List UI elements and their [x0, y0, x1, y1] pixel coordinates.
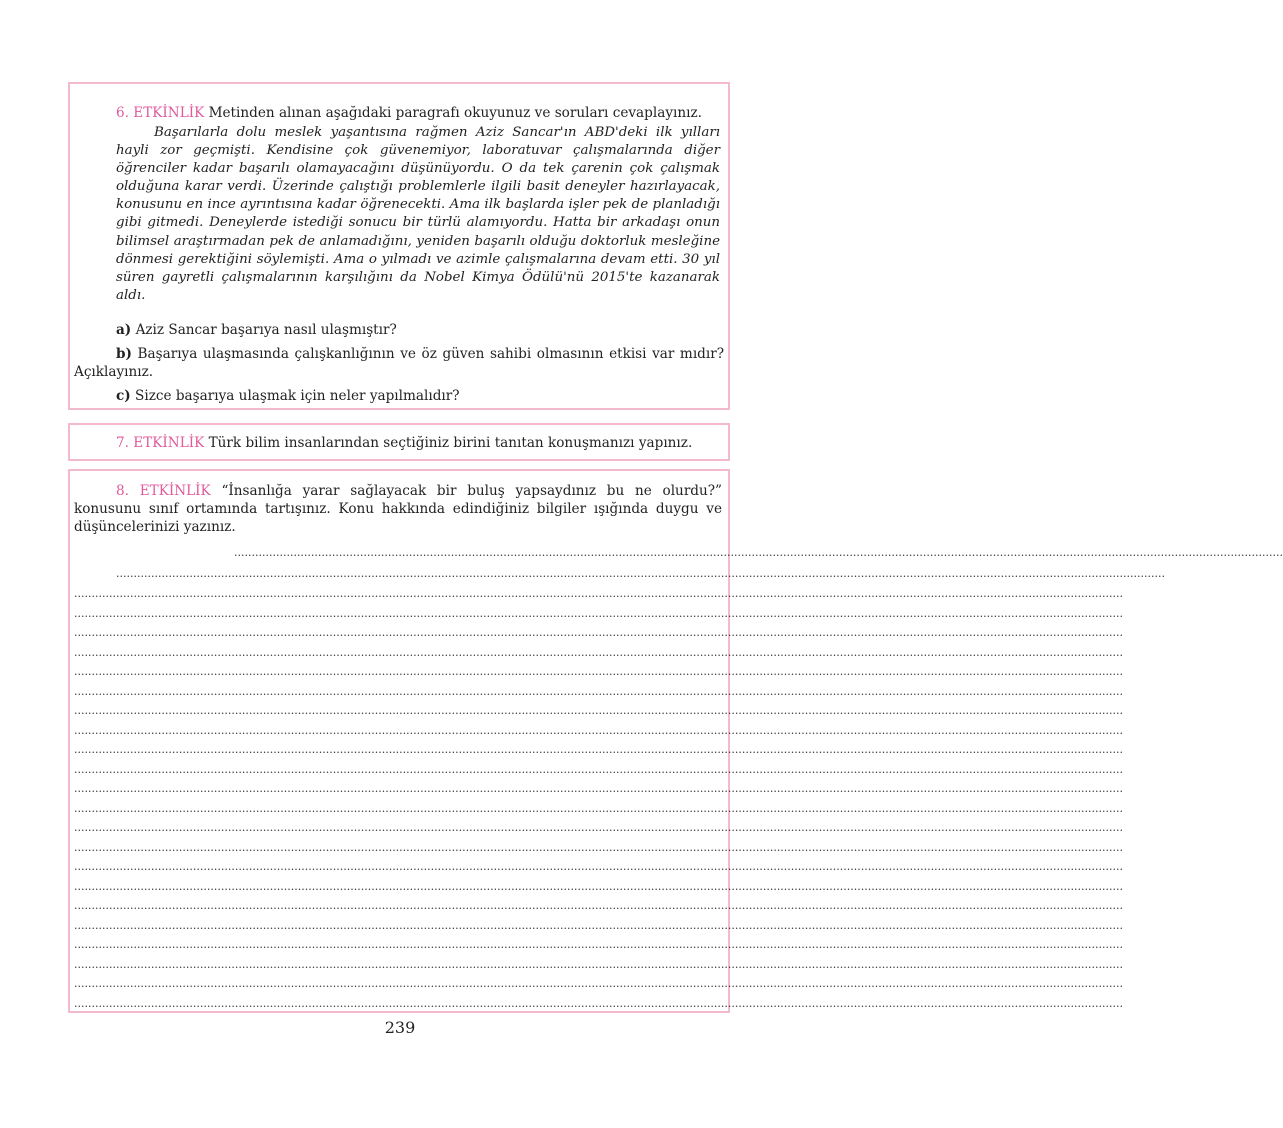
- question-b-label: b): [116, 346, 132, 362]
- activity-8-box: [68, 469, 1283, 1013]
- activity-7-text: Türk bilim insanlarından seçtiğiniz birini tanıtan konuşmanızı yapınız.: [208, 435, 693, 451]
- writing-line[interactable]: ............................................................................................................................................................................................................................................................................................................: [74, 918, 1123, 932]
- writing-line[interactable]: ............................................................................................................................................................................................................................................................................................................: [74, 684, 1123, 698]
- activity-7-text-row: [116, 434, 720, 452]
- writing-line[interactable]: ............................................................................................................................................................................................................................................................................................................: [74, 587, 1123, 600]
- question-c-label: c): [116, 388, 131, 404]
- question-a: [116, 321, 724, 339]
- page-number: 239: [384, 1018, 416, 1037]
- activity-6-paragraph: Başarılarla dolu meslek yaşantısına rağmen Aziz Sancar'ın ABD'deki ilk yılları hayli zor geçmişti. Kendisine çok güvenemiyor, laboratuvar çalışmalarında diğer öğrenciler kadar başarılı olamayacağını düşünüyordu. O da tek çarenin çok çalışmak olduğuna karar verdi. Üzerinde çalıştığı problemlerle ilgili basit deneyler hazırlayacak, konusunu en ince ayrıntısına kadar öğrenecekti. Ama ilk başlarda işler pek de planladığı gibi gitmedi. Deneylerde istediği sonucu bir türlü alamıyordu. Hatta bir arkadaşı onun bilimsel araştırmadan pek de anlamadığını, yeniden başarılı olduğu doktorluk mesleğine dönmesi gerektiğini söylemişti. Ama o yılmadı ve azimle çalışmalarına devam etti. 30 yıl süren gayretli çalışmalarının karşılığını da Nobel Kimya Ödülü'nü 2015'te kazanarak aldı.: [116, 125, 720, 303]
- writing-line[interactable]: ............................................................................................................................................................................................................................................................................................................: [74, 743, 1123, 756]
- writing-line[interactable]: ............................................................................................................................................................................................................................................................................................................: [74, 879, 1123, 893]
- writing-line[interactable]: ............................................................................................................................................................................................................................................................................................................: [74, 665, 1123, 678]
- activity-6-tag: 6. ETKİNLİK: [116, 105, 205, 121]
- question-a-label: a): [116, 322, 132, 338]
- question-c-text: Sizce başarıya ulaşmak için neler yapılmalıdır?: [135, 388, 460, 404]
- writing-line[interactable]: ............................................................................................................................................................................................................................................................................................................: [74, 840, 1123, 854]
- writing-line[interactable]: ............................................................................................................................................................................................................................................................................................................: [74, 899, 1123, 912]
- writing-title-line[interactable]: ............................................................................................................................................................................................................................................................................................................: [234, 546, 1283, 559]
- activity-8-text: “İnsanlığa yarar sağlayacak bir buluş yapsaydınız bu ne olurdu?” konusunu sınıf ortamında tartışınız. Konu hakkında edindiğiniz bilgiler ışığında duygu ve düşüncelerinizi yazınız.: [74, 483, 723, 535]
- writing-line[interactable]: ............................................................................................................................................................................................................................................................................................................: [74, 977, 1123, 990]
- writing-line[interactable]: ............................................................................................................................................................................................................................................................................................................: [74, 626, 1123, 639]
- activity-6-box: [68, 82, 730, 410]
- writing-line[interactable]: ............................................................................................................................................................................................................................................................................................................: [74, 606, 1123, 620]
- writing-line[interactable]: ............................................................................................................................................................................................................................................................................................................: [74, 762, 1123, 776]
- writing-line[interactable]: ............................................................................................................................................................................................................................................................................................................: [74, 801, 1123, 815]
- writing-line[interactable]: ............................................................................................................................................................................................................................................................................................................: [74, 782, 1123, 795]
- writing-line[interactable]: ............................................................................................................................................................................................................................................................................................................: [74, 645, 1123, 659]
- writing-line[interactable]: ............................................................................................................................................................................................................................................................................................................: [74, 704, 1123, 717]
- question-b: [74, 345, 724, 381]
- activity-8-tag: 8. ETKİNLİK: [116, 483, 211, 499]
- question-a-text: Aziz Sancar başarıya nasıl ulaşmıştır?: [135, 322, 397, 338]
- writing-line[interactable]: ............................................................................................................................................................................................................................................................................................................: [74, 821, 1123, 834]
- question-c: [116, 387, 724, 405]
- writing-line[interactable]: ............................................................................................................................................................................................................................................................................................................: [74, 938, 1123, 951]
- writing-line[interactable]: ............................................................................................................................................................................................................................................................................................................: [74, 860, 1123, 873]
- activity-8-text-row: [74, 482, 722, 536]
- activity-7-box: [68, 423, 730, 461]
- writing-line[interactable]: ............................................................................................................................................................................................................................................................................................................: [74, 957, 1123, 971]
- activity-6-intro: [116, 104, 720, 122]
- writing-line[interactable]: ............................................................................................................................................................................................................................................................................................................: [74, 996, 1123, 1010]
- writing-line[interactable]: ............................................................................................................................................................................................................................................................................................................: [74, 723, 1123, 737]
- writing-line[interactable]: ............................................................................................................................................................................................................................................................................................................: [116, 567, 1165, 580]
- question-b-text: Başarıya ulaşmasında çalışkanlığının ve öz güven sahibi olmasının etkisi var mıdır? Açıklayınız.: [74, 346, 725, 380]
- activity-6-instruction: Metinden alınan aşağıdaki paragrafı okuyunuz ve soruları cevaplayınız.: [208, 105, 702, 121]
- activity-7-tag: 7. ETKİNLİK: [116, 435, 205, 451]
